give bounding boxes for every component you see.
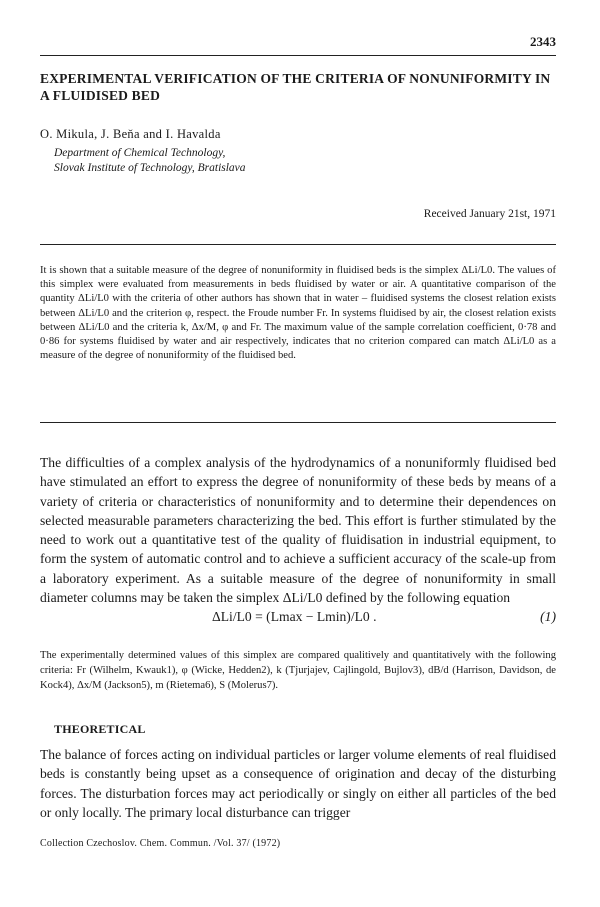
equation: ΔLi/L0 = (Lmax − Lmin)/L0 . — [212, 609, 377, 624]
equation-row — [40, 609, 556, 629]
equation-number: (1) — [540, 609, 556, 624]
journal-footer: Collection Czechoslov. Chem. Commun. /Vol. 37/ (1972) — [40, 838, 281, 849]
affiliation-institute: Slovak Institute of Technology, Bratislava — [54, 162, 246, 174]
header-rule — [40, 55, 556, 56]
abstract-bottom-rule — [40, 422, 556, 423]
paper-title: EXPERIMENTAL VERIFICATION OF THE CRITERIA OF NONUNIFORMITY IN A FLUIDISED BED — [40, 71, 551, 103]
received-date: Received January 21st, 1971 — [423, 208, 556, 220]
authors: O. Mikula, J. Beňa and I. Havalda — [40, 127, 221, 141]
page-number: 2343 — [530, 34, 556, 49]
abstract-top-rule — [40, 244, 556, 245]
theory-paragraph: The balance of forces acting on individual particles or larger volume elements of real fluidised beds is constantly being upset as a consequence of origination and decay of the disturbing forces. The disturbation forces may act periodically or singly on either all particles of the bed or only locally. The primary local disturbance can trigger — [40, 747, 556, 820]
affiliation-department: Department of Chemical Technology, — [54, 147, 226, 159]
intro-paragraph: The difficulties of a complex analysis of the hydrodynamics of a nonuniformly fluidised bed have stimulated an effort to express the degree of nonuniformity of these beds by means of a variety of criteria or characteristics of nonuniformity and to determine their dependences on selected measurable parameters characterizing the bed. This effort is further stimulated by the need to work out a quantitative test of the quality of fluidisation in industrial equipment, to form the system of automatic control and to achieve a sufficient accuracy of the scale-up from a laboratory experiment. As a suitable measure of the degree of nonuniformity in small diameter columns may be taken the simplex ΔLi/L0 defined by the following equation — [40, 455, 556, 606]
criteria-note: The experimentally determined values of this simplex are compared qualitively and quantitatively with the following criteria: Fr (Wilhelm, Kwauk1), φ (Wicke, Hedden2), k (Tjurjajev, Cajlingold, Bujlov3), dB/d (Harrison, Davidson, de Kock4), Δx/M (Jackson5), m (Rietema6), S (Molerus7). — [40, 650, 556, 691]
abstract: It is shown that a suitable measure of the degree of nonuniformity in fluidised beds is the simplex ΔLi/L0. The values of this simplex were evaluated from measurements in beds fluidised by water or air. A quantitative comparison of the quantity ΔLi/L0 with the criteria of other authors has shown that in water – fluidised systems the closest relation exists between ΔLi/L0 and the criterion φ, respect. the Froude number Fr. In systems fluidised by air, the closest relation exists between ΔLi/L0 and the criteria k, Δx/M, φ and Fr. The maximum value of the sample correlation coefficient, 0·78 and 0·86 for systems fluidised by water and air respectively, indicates that no criterion compared can match ΔLi/L0 as a measure of the degree of nonuniformity of the fluidised bed. — [40, 265, 556, 362]
affiliation — [54, 146, 246, 176]
section-heading: THEORETICAL — [54, 722, 146, 736]
